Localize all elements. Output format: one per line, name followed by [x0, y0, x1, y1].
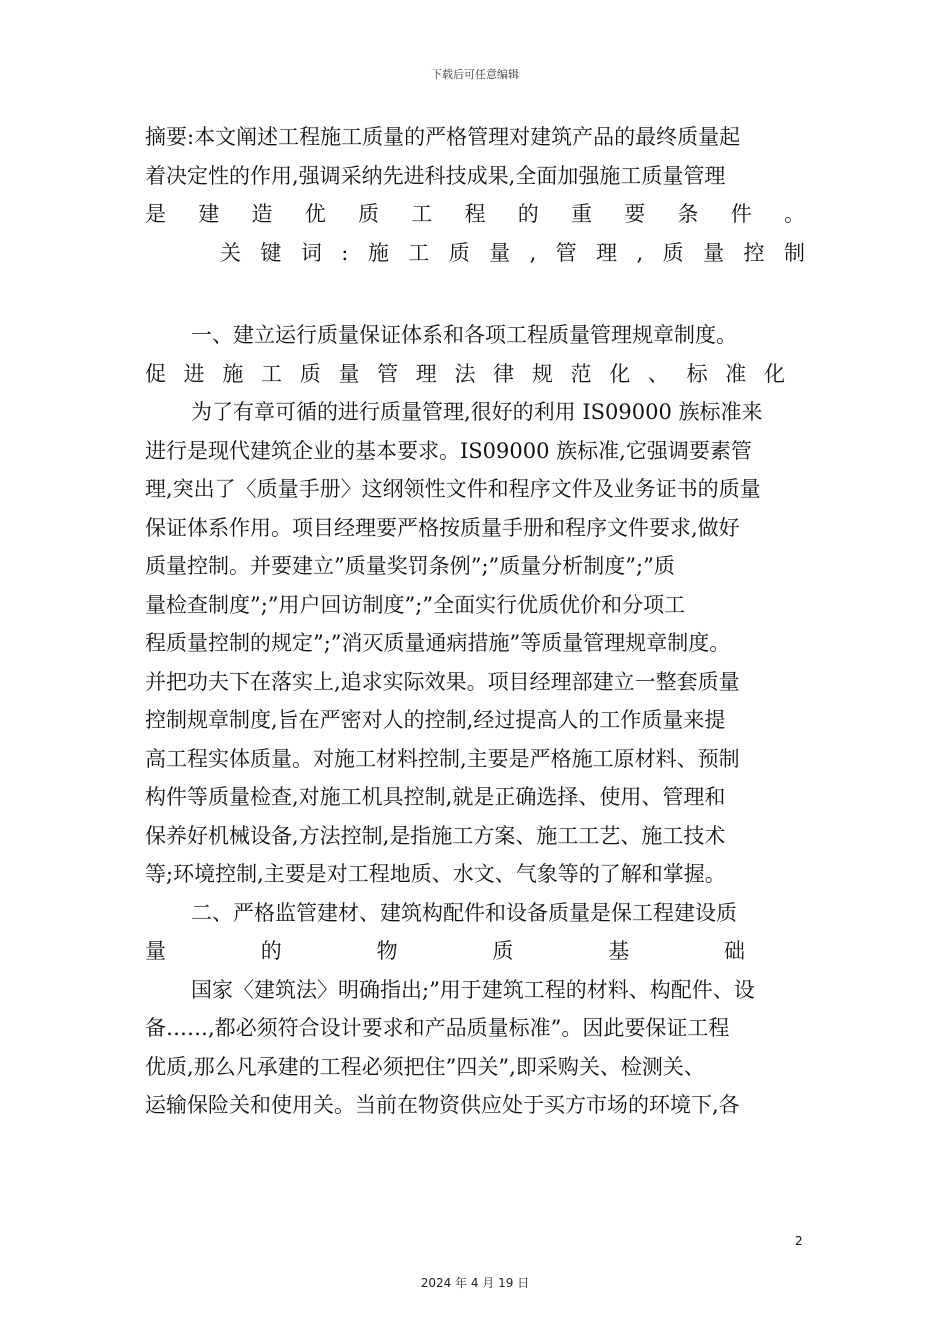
paragraph-line: 程质量控制的规定”;”消灭质量通病措施”等质量管理规章制度。 [145, 631, 731, 655]
abstract-line-1: 摘要:本文阐述工程施工质量的严格管理对建筑产品的最终质量起 [145, 125, 741, 149]
abstract-line-3: 是建造优质工程的重要条件。 [145, 202, 805, 226]
paragraph-line: 高工程实体质量。对施工材料控制,主要是严格施工原材料、预制 [145, 746, 740, 771]
paragraph-line: 为了有章可循的进行质量管理,很好的利用 IS09000 族标准来 [191, 400, 763, 424]
paragraph-line: 国家〈建筑法〉明确指出;”用于建筑工程的材料、构配件、设 [191, 977, 755, 1002]
page-footer-date: 2024 年 4 月 19 日 [420, 1276, 530, 1290]
page-header: 下载后可任意编辑 [431, 68, 519, 81]
paragraph-line: 理,突出了〈质量手册〉这纲领性文件和程序文件及业务证书的质量 [145, 477, 761, 501]
paragraph-line: 等;环境控制,主要是对工程地质、水文、气象等的了解和掌握。 [145, 862, 726, 886]
section-1-heading-line-1: 一、建立运行质量保证体系和各项工程质量管理规章制度。 [191, 323, 737, 347]
paragraph-line: 控制规章制度,旨在严密对人的控制,经过提高人的工作质量来提 [145, 708, 726, 732]
spacer [145, 272, 805, 316]
section-1-heading-line-2: 促进施工质量管理法律规范化、标准化 [145, 361, 785, 386]
paragraph-line: 构件等质量检查,对施工机具控制,就是正确选择、使用、管理和 [145, 785, 726, 809]
paragraph-line: 备……,都必须符合设计要求和产品质量标准”。因此要保证工程 [145, 1016, 730, 1040]
paragraph-line: 并把功夫下在落实上,追求实际效果。项目经理部建立一整套质量 [145, 669, 740, 694]
paragraph-line: 进行是现代建筑企业的基本要求。IS09000 族标准,它强调要素管 [145, 438, 752, 463]
abstract-line-2: 着决定性的作用,强调采纳先进科技成果,全面加强施工质量管理 [145, 163, 726, 188]
page-number: 2 [795, 1234, 803, 1248]
paragraph-line: 质量控制。并要建立”质量奖罚条例”;”质量分析制度”;”质 [145, 554, 675, 578]
document-body [145, 118, 805, 1125]
section-2-heading-line-1: 二、严格监管建材、建筑构配件和设备质量是保工程建设质 [191, 900, 737, 925]
paragraph-line: 保养好机械设备,方法控制,是指施工方案、施工工艺、施工技术 [145, 823, 726, 848]
section-2-heading-line-2: 量的物质基础 [145, 939, 745, 963]
keywords-line: 关键词:施工质量,管理,质量控制 [220, 240, 805, 265]
paragraph-line: 保证体系作用。项目经理要严格按质量手册和程序文件要求,做好 [145, 515, 740, 540]
paragraph-line: 运输保险关和使用关。当前在物资供应处于买方市场的环境下,各 [145, 1093, 740, 1117]
paragraph-line: 量检查制度”;”用户回访制度”;”全面实行优质优价和分项工 [145, 592, 686, 617]
paragraph-line: 优质,那么凡承建的工程必须把住”四关”,即采购关、检测关、 [145, 1054, 705, 1079]
